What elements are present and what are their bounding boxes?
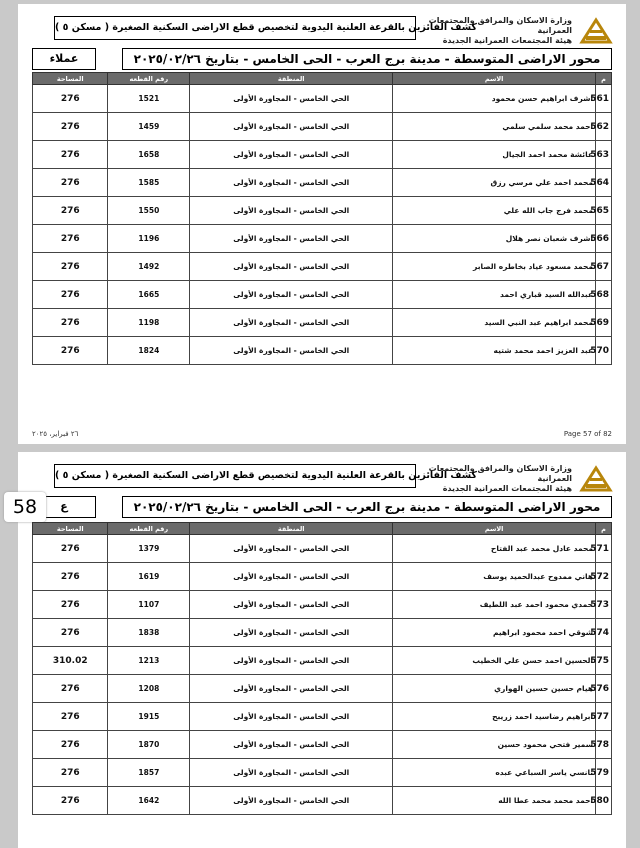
cell-region: الحي الخامس - المجاورة الأولى [190,281,393,309]
cell-plot: 1642 [108,787,190,815]
ministry-line-1: وزارة الاسكان والمرافق والمجتمعات العمرانية [428,464,572,483]
winners-table [32,522,612,815]
cell-plot: 1213 [108,647,190,675]
table-row [33,759,612,787]
col-no: م [596,73,612,85]
cell-region: الحي الخامس - المجاورة الأولى [190,647,393,675]
col-region: المنطقة [190,523,393,535]
cell-plot: 1857 [108,759,190,787]
cell-plot: 1658 [108,141,190,169]
table-row [33,703,612,731]
page-footer [32,430,612,442]
table-row [33,731,612,759]
cell-region: الحي الخامس - المجاورة الأولى [190,563,393,591]
cell-plot: 1196 [108,225,190,253]
col-name: الاسم [393,523,596,535]
ministry-logo-icon [576,14,616,48]
document-subtitle: محور الاراضى المتوسطة - مدينة برج العرب - الحى الخامس - بتاريخ ٢٠٢٥/٠٢/٢٦ [122,496,612,518]
cell-area: 276 [33,759,108,787]
table-header-row [33,523,612,535]
cell-plot: 1107 [108,591,190,619]
cell-plot: 1492 [108,253,190,281]
cell-area: 276 [33,591,108,619]
cell-no: 578 [596,731,612,759]
clients-tag: عملاء [32,48,96,70]
document-subtitle: محور الاراضى المتوسطة - مدينة برج العرب - الحى الخامس - بتاريخ ٢٠٢٥/٠٢/٢٦ [122,48,612,70]
table-row [33,591,612,619]
cell-area: 276 [33,535,108,563]
cell-plot: 1585 [108,169,190,197]
cell-name: ابراهيم رضاسيد احمد زريبح [393,703,596,731]
table-row [33,787,612,815]
print-date: ٢٦ فبراير، ٢٠٢٥ [32,430,79,438]
cell-name: هاني ممدوح عبدالحميد يوسف [393,563,596,591]
col-area: المساحة [33,73,108,85]
col-no: م [596,523,612,535]
col-plot: رقم القطعه [108,523,190,535]
cell-name: اشرف شعبان نصر هلال [393,225,596,253]
cell-name: عبدالله السيد قباري احمد [393,281,596,309]
cell-plot: 1459 [108,113,190,141]
table-header-row [33,73,612,85]
cell-region: الحي الخامس - المجاورة الأولى [190,337,393,365]
cell-name: الحسين احمد حسن علي الخطيب [393,647,596,675]
cell-region: الحي الخامس - المجاورة الأولى [190,787,393,815]
cell-area: 276 [33,563,108,591]
table-row [33,619,612,647]
cell-name: محمد فرج جاب الله علي [393,197,596,225]
cell-no: 574 [596,619,612,647]
cell-name: سمير فتحي محمود حسين [393,731,596,759]
cell-no: 565 [596,197,612,225]
cell-plot: 1208 [108,675,190,703]
cell-plot: 1838 [108,619,190,647]
cell-name: احمد محمد سلمي سلمي [393,113,596,141]
document-page-57 [18,4,626,444]
cell-region: الحي الخامس - المجاورة الأولى [190,591,393,619]
cell-region: الحي الخامس - المجاورة الأولى [190,759,393,787]
cell-region: الحي الخامس - المجاورة الأولى [190,309,393,337]
page-header [22,12,622,48]
cell-name: محمد عادل محمد عبد الفتاح [393,535,596,563]
cell-name: محمد احمد علي مرسي رزق [393,169,596,197]
table-row [33,169,612,197]
cell-no: 577 [596,703,612,731]
cell-no: 580 [596,787,612,815]
cell-plot: 1915 [108,703,190,731]
cell-area: 276 [33,619,108,647]
cell-plot: 1619 [108,563,190,591]
cell-plot: 1379 [108,535,190,563]
table-body [33,535,612,815]
cell-name: محمد مسعود عياد بخاطره الصابر [393,253,596,281]
cell-no: 564 [596,169,612,197]
col-area: المساحة [33,523,108,535]
page-number-badge: 58 [4,492,46,522]
cell-no: 566 [596,225,612,253]
cell-region: الحي الخامس - المجاورة الأولى [190,619,393,647]
cell-region: الحي الخامس - المجاورة الأولى [190,141,393,169]
cell-area: 276 [33,197,108,225]
ministry-logo-icon [576,462,616,496]
cell-plot: 1198 [108,309,190,337]
cell-no: 576 [596,675,612,703]
cell-plot: 1550 [108,197,190,225]
cell-name: هيام حسين حسين الهواري [393,675,596,703]
cell-area: 276 [33,141,108,169]
table-row [33,113,612,141]
cell-no: 562 [596,113,612,141]
cell-no: 563 [596,141,612,169]
cell-no: 561 [596,85,612,113]
table-row [33,197,612,225]
cell-area: 276 [33,309,108,337]
cell-name: اشرف ابراهيم حسن محمود [393,85,596,113]
cell-area: 276 [33,731,108,759]
cell-region: الحي الخامس - المجاورة الأولى [190,731,393,759]
subtitle-bar [32,496,612,518]
page-number: Page 57 of 82 [563,430,612,438]
table-row [33,563,612,591]
table-row [33,141,612,169]
winners-table [32,72,612,365]
cell-area: 276 [33,225,108,253]
cell-plot: 1870 [108,731,190,759]
document-title: كشف الفائزين بالقرعة العلنية اليدوية لتخصيص قطع الاراضى السكنية الصغيرة ( مسكن ٥ ) [54,464,416,488]
col-region: المنطقة [190,73,393,85]
cell-name: احمد محمد محمد عطا الله [393,787,596,815]
cell-area: 276 [33,281,108,309]
clients-tag: ع [32,496,96,518]
cell-name: محمد ابراهيم عبد النبي السيد [393,309,596,337]
cell-name: شوقي احمد محمود ابراهيم [393,619,596,647]
cell-area: 276 [33,787,108,815]
cell-no: 569 [596,309,612,337]
table-row [33,253,612,281]
cell-region: الحي الخامس - المجاورة الأولى [190,197,393,225]
cell-name: عبد العزيز احمد محمد شتيه [393,337,596,365]
table-row [33,225,612,253]
table-row [33,309,612,337]
cell-name: نانسي ياسر السباعي عبده [393,759,596,787]
cell-no: 573 [596,591,612,619]
ministry-line-1: وزارة الاسكان والمرافق والمجتمعات العمرانية [428,16,572,35]
cell-plot: 1665 [108,281,190,309]
cell-plot: 1521 [108,85,190,113]
table-row [33,647,612,675]
cell-area: 310.02 [33,647,108,675]
cell-region: الحي الخامس - المجاورة الأولى [190,113,393,141]
table-row [33,675,612,703]
ministry-line-2: هيئة المجتمعات العمرانية الجديدة [442,36,572,45]
table-row [33,85,612,113]
cell-region: الحي الخامس - المجاورة الأولى [190,253,393,281]
cell-region: الحي الخامس - المجاورة الأولى [190,85,393,113]
table-row [33,281,612,309]
cell-area: 276 [33,113,108,141]
ministry-line-2: هيئة المجتمعات العمرانية الجديدة [442,484,572,493]
cell-area: 276 [33,253,108,281]
cell-plot: 1824 [108,337,190,365]
cell-area: 276 [33,85,108,113]
cell-area: 276 [33,703,108,731]
cell-region: الحي الخامس - المجاورة الأولى [190,169,393,197]
document-page-58 [12,452,626,848]
cell-region: الحي الخامس - المجاورة الأولى [190,535,393,563]
cell-area: 276 [33,169,108,197]
cell-no: 575 [596,647,612,675]
table-row [33,535,612,563]
cell-name: حمدي محمود احمد عبد اللطيف [393,591,596,619]
cell-area: 276 [33,337,108,365]
page-header [22,460,622,496]
cell-area: 276 [33,675,108,703]
col-plot: رقم القطعه [108,73,190,85]
document-title: كشف الفائزين بالقرعة العلنية اليدوية لتخصيص قطع الاراضى السكنية الصغيرة ( مسكن ٥ ) [54,16,416,40]
cell-name: عائشة محمد احمد الجيال [393,141,596,169]
cell-no: 571 [596,535,612,563]
col-name: الاسم [393,73,596,85]
table-row [33,337,612,365]
subtitle-bar [32,48,612,70]
cell-no: 567 [596,253,612,281]
cell-region: الحي الخامس - المجاورة الأولى [190,675,393,703]
cell-no: 568 [596,281,612,309]
cell-no: 572 [596,563,612,591]
cell-no: 570 [596,337,612,365]
cell-region: الحي الخامس - المجاورة الأولى [190,225,393,253]
cell-region: الحي الخامس - المجاورة الأولى [190,703,393,731]
cell-no: 579 [596,759,612,787]
table-body [33,85,612,365]
